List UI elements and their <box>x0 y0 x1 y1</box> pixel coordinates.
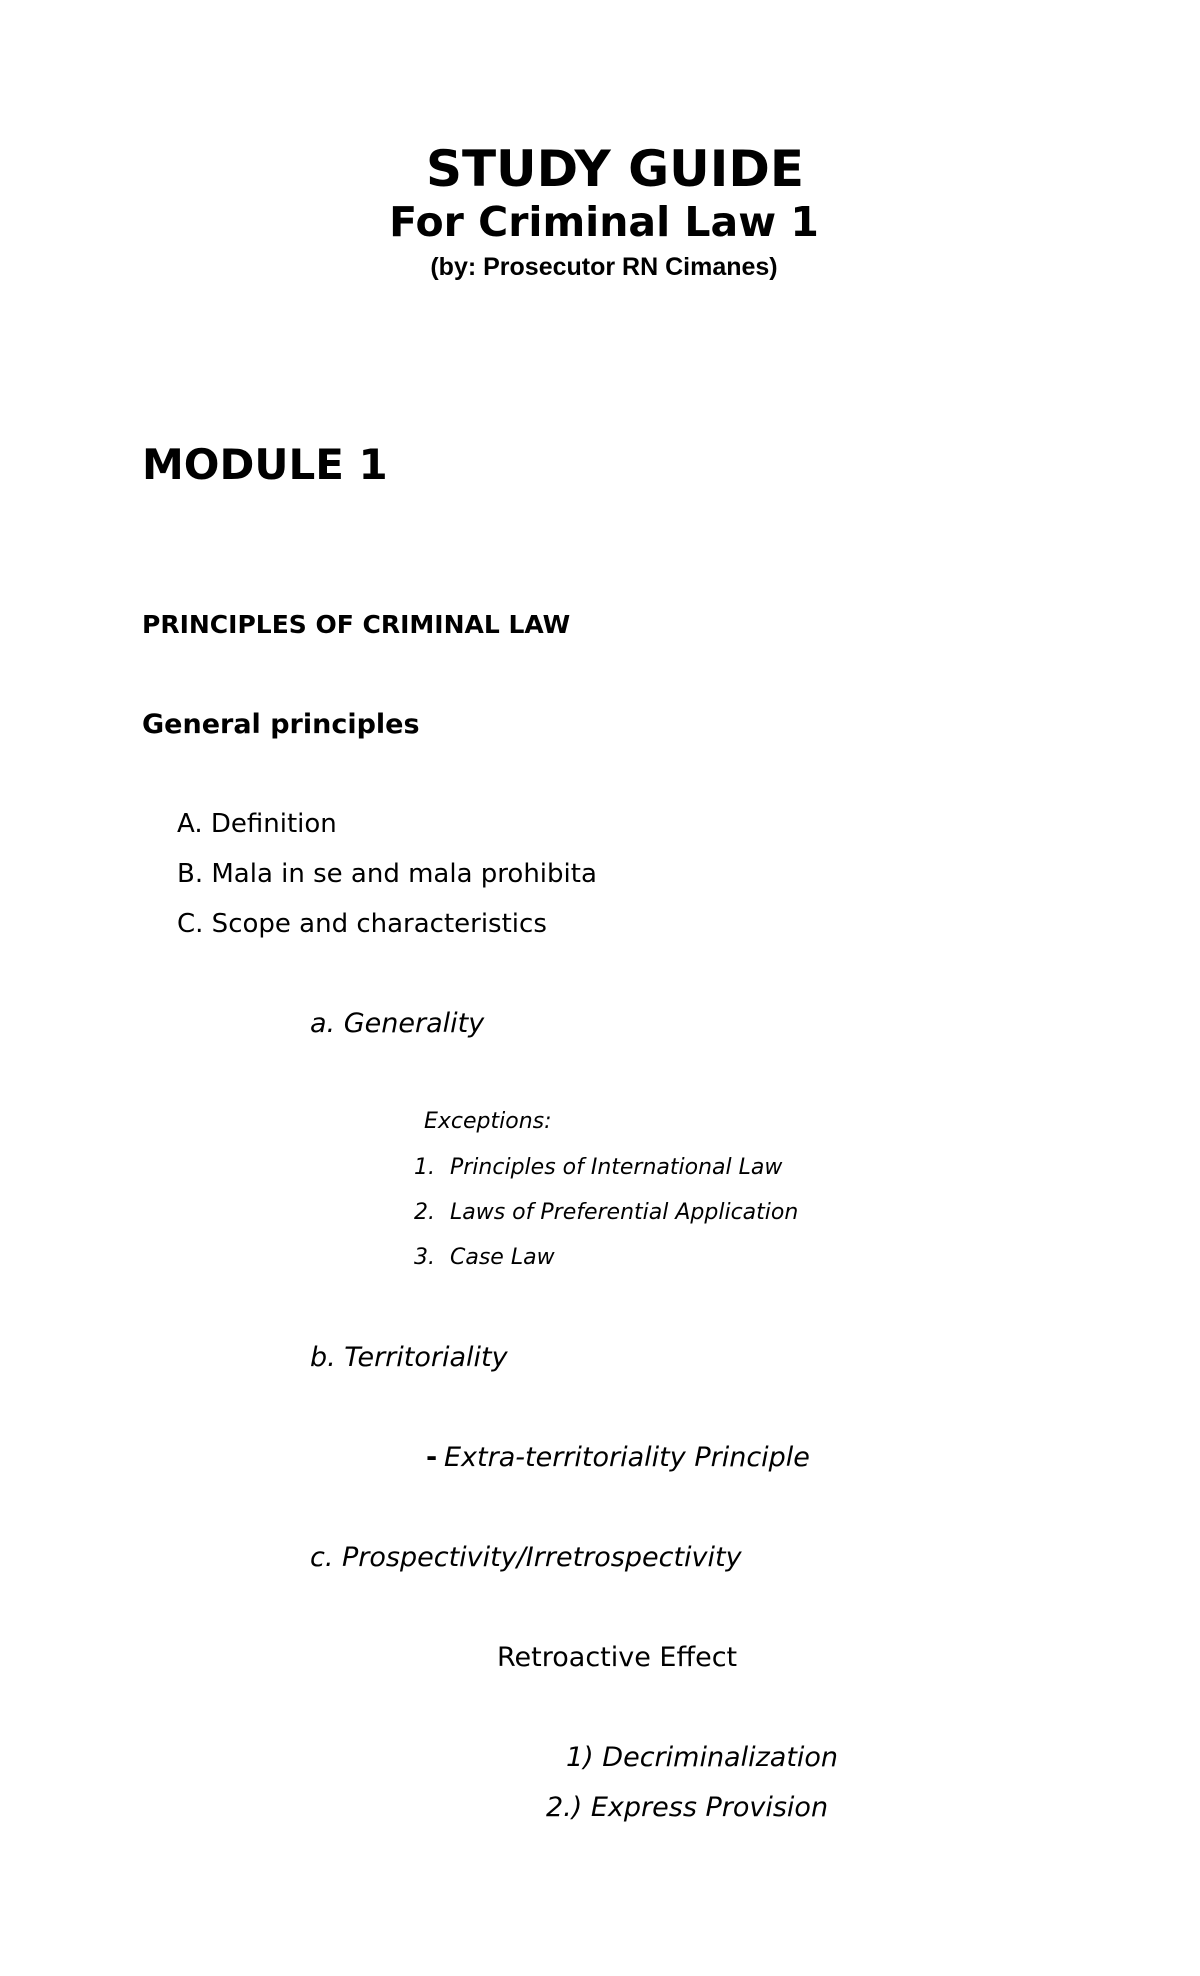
exception-number: 1. <box>414 1155 435 1180</box>
exceptions-label: Exceptions: <box>424 1109 552 1134</box>
document-title: STUDY GUIDE <box>425 140 805 198</box>
prospectivity-label: c. Prospectivity/Irretrospectivity <box>310 1542 742 1573</box>
document-subtitle: For Criminal Law 1 <box>389 198 819 246</box>
document-author: (by: Prosecutor RN Cimanes) <box>430 253 778 281</box>
list-item: B. Mala in se and mala prohibita <box>177 859 597 889</box>
territoriality-label: b. Territoriality <box>310 1342 508 1373</box>
retroactive-item: 1) Decriminalization <box>566 1742 839 1773</box>
territoriality-dash: - <box>426 1442 438 1473</box>
list-item: A. Definition <box>177 809 337 839</box>
exception-item: Laws of Preferential Application <box>450 1200 799 1225</box>
section-heading: PRINCIPLES OF CRIMINAL LAW <box>142 610 571 639</box>
retroactive-item: 2.) Express Provision <box>546 1792 829 1823</box>
exception-item: Principles of International Law <box>450 1155 783 1180</box>
module-heading: MODULE 1 <box>142 440 388 489</box>
list-item: C. Scope and characteristics <box>177 909 547 939</box>
exception-item: Case Law <box>450 1245 555 1270</box>
retroactive-effect-label: Retroactive Effect <box>497 1642 738 1673</box>
exception-number: 2. <box>414 1200 435 1225</box>
generality-label: a. Generality <box>310 1008 485 1039</box>
general-principles-heading: General principles <box>142 709 420 740</box>
extra-territoriality-principle: Extra-territoriality Principle <box>444 1442 810 1473</box>
exception-number: 3. <box>414 1245 435 1270</box>
